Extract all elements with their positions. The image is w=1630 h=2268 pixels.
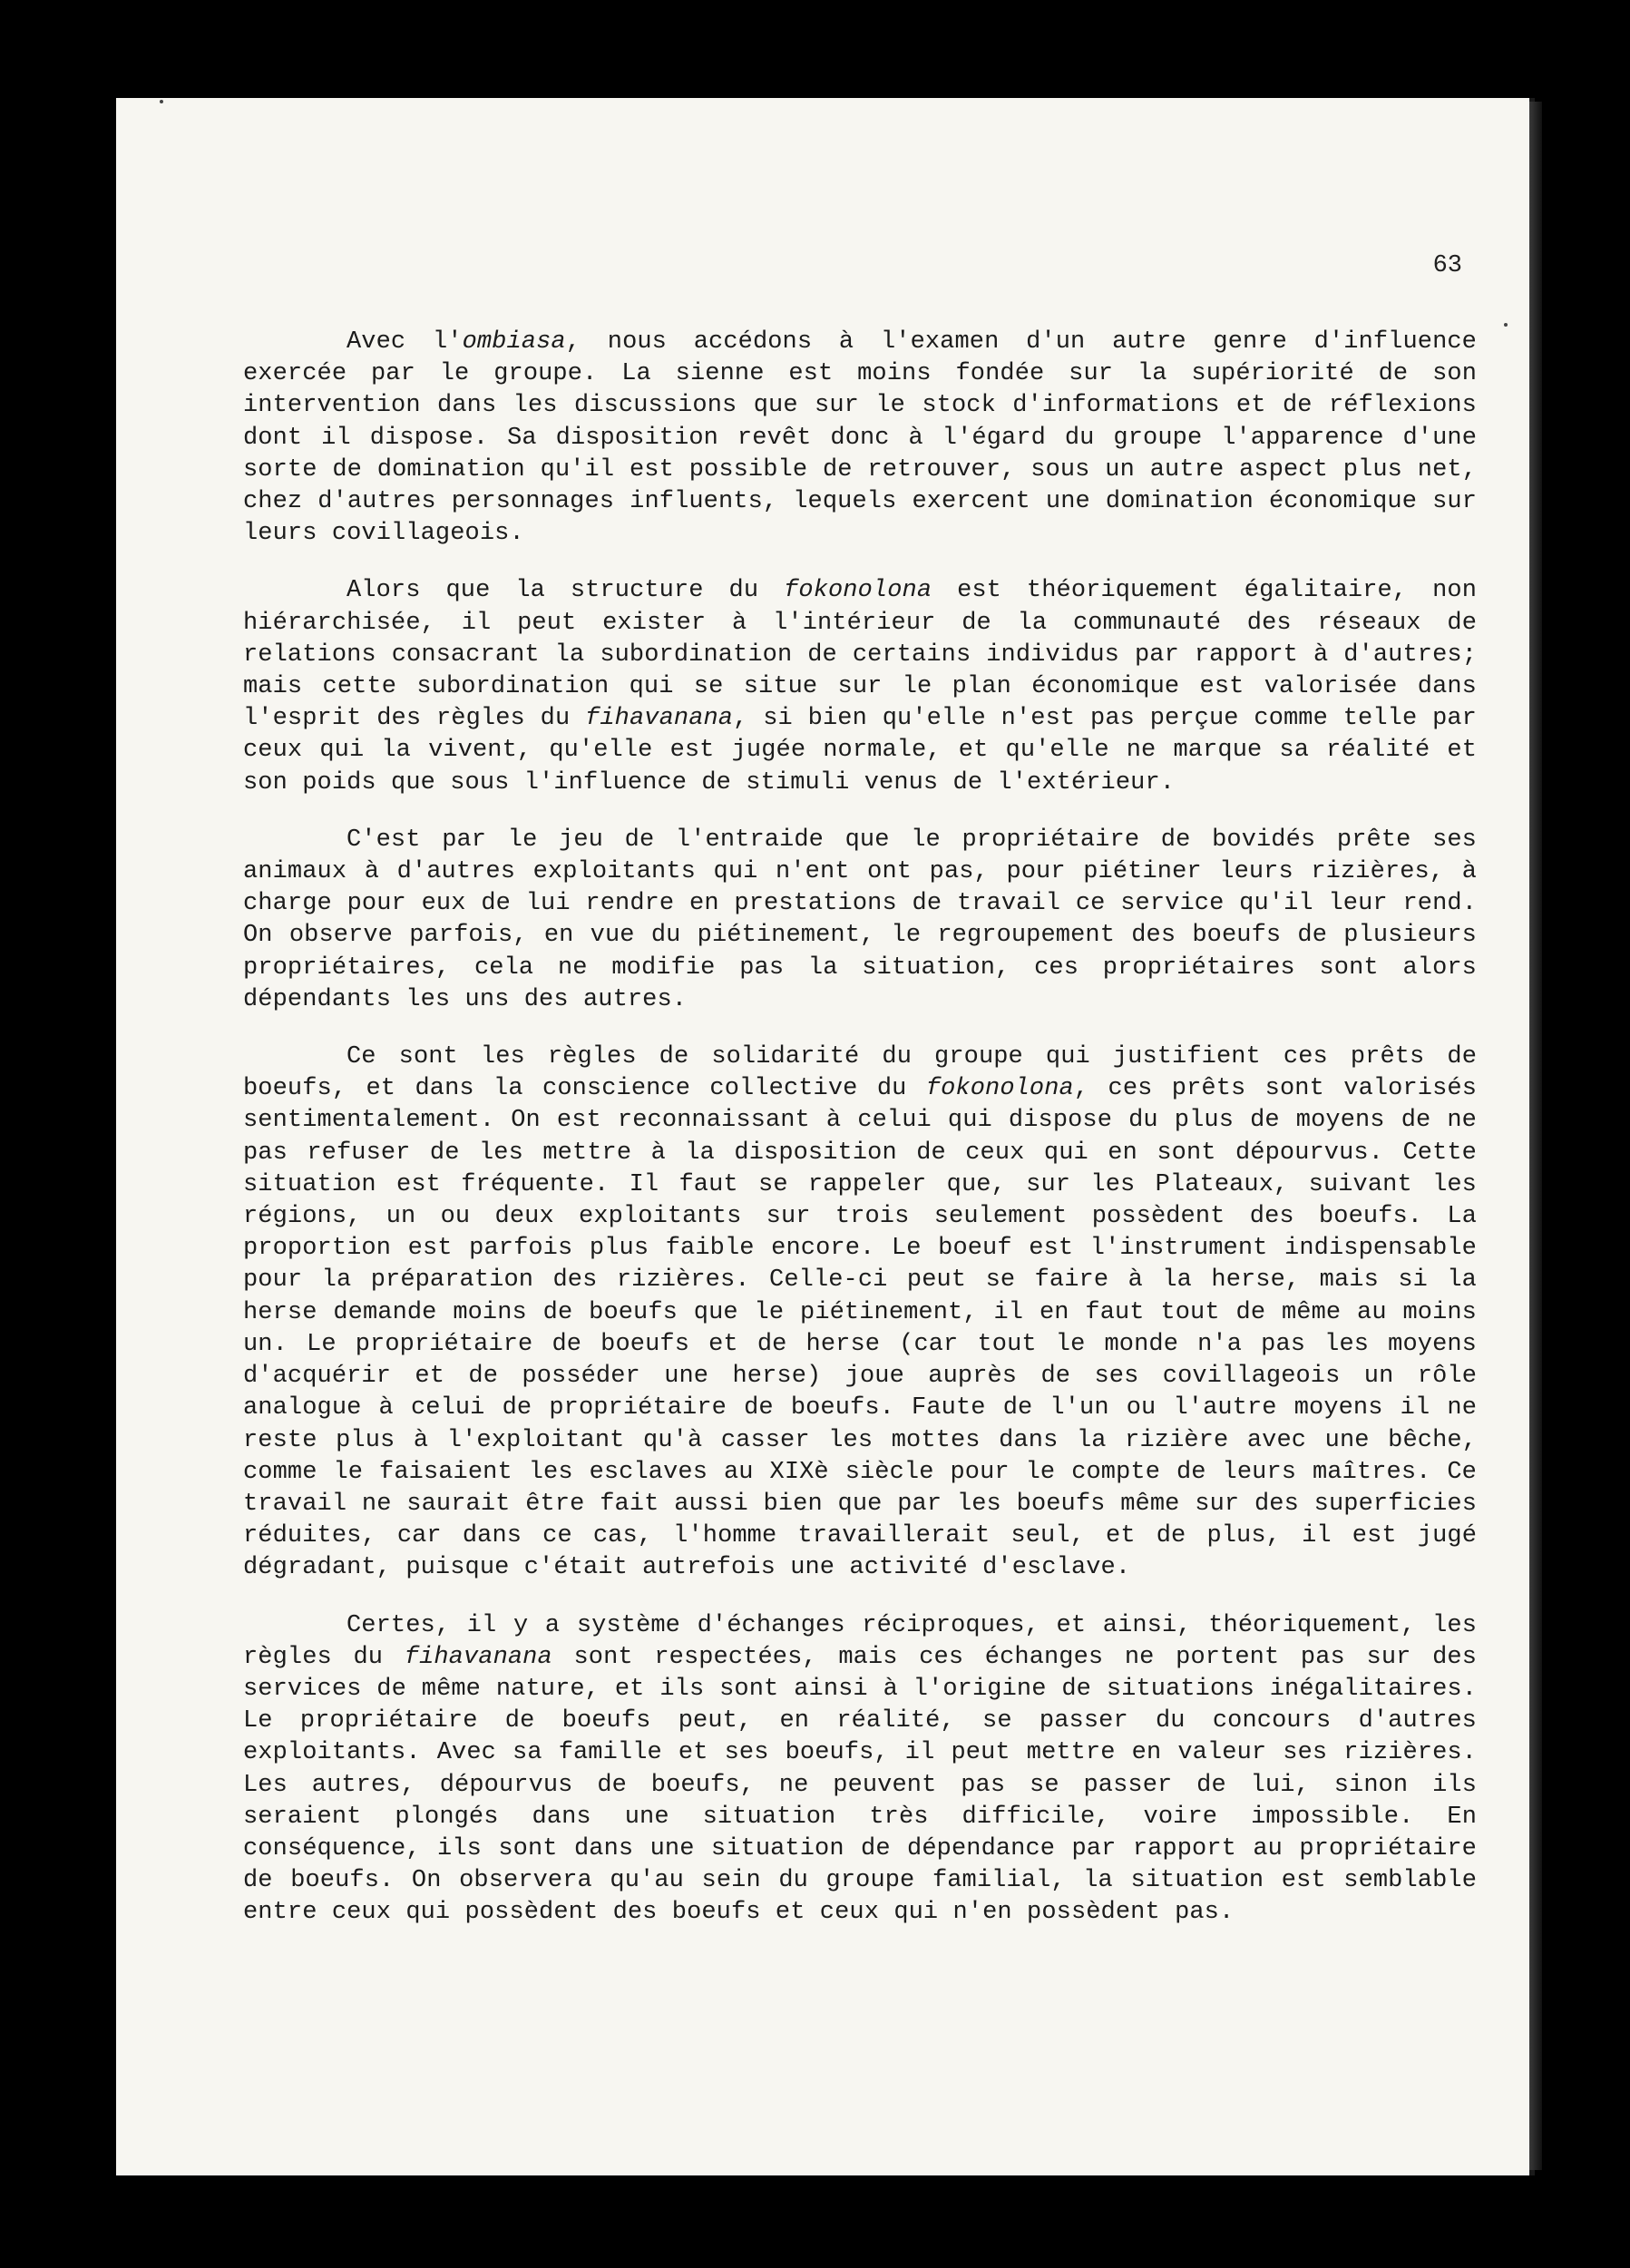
- italic-term: fokonolona: [784, 577, 932, 605]
- italic-term: fihavanana: [585, 705, 734, 733]
- paragraph-3: [243, 825, 1477, 1016]
- document-page: [116, 98, 1529, 2175]
- paragraph-2: [243, 575, 1477, 798]
- speck-mark: [1504, 323, 1508, 327]
- text-run: C'est par le jeu de l'entraide que le propriétaire de bovidés prête ses animaux à d'autres exploitants qui n'ent ont pas, pour piétiner leurs rizières, à charge pour eux de lui rendre en prestations de travail ce service qu'il leur rend. On observe parfois, en vue du piétinement, le regroupement des boeufs de plusieurs propriétaires, cela ne modifie pas la situation, ces propriétaires sont alors dépendants les uns des autres.: [243, 826, 1477, 1013]
- body-text: [243, 327, 1477, 1955]
- paragraph-1: [243, 327, 1477, 550]
- text-run: , si bien qu'elle n'est pas perçue comme telle par ceux qui la vivent, qu'elle est jugée normale, et qu'elle ne marque sa réalité et son poids que sous l'influence de stimuli venus de l'extérieur.: [243, 705, 1477, 797]
- text-run: sont respectées, mais ces échanges ne portent pas sur des services de même nature, et ils sont ainsi à l'origine de situations inégalitaires. Le propriétaire de boeufs peut, en réalité, se passer du concours d'autres exploitants. Avec sa famille et ses boeufs, il peut mettre en valeur ses rizières. Les autres, dépourvus de boeufs, ne peuvent pas se passer de lui, sinon ils seraient plongés dans une situation très difficile, voire impossible. En conséquence, ils sont dans une situation de dépendance par rapport au propriétaire de boeufs. On observera qu'au sein du groupe familial, la situation est semblable entre ceux qui possèdent des boeufs et ceux qui n'en possèdent pas.: [243, 1643, 1477, 1927]
- italic-term: ombiasa: [462, 328, 566, 356]
- text-run: Alors que la structure du: [346, 577, 785, 605]
- italic-term: fokonolona: [925, 1075, 1074, 1103]
- speck-mark: [160, 100, 163, 103]
- text-run: Avec l': [346, 328, 463, 356]
- text-run: est théoriquement égalitaire, non hiérarchisée, il peut exister à l'intérieur de la communauté des réseaux de relations consacrant la subordination de certains individus par rapport à d'autres; mais cette subordination qui se situe sur le plan économique est valorisée dans l'esprit des règles du: [243, 577, 1477, 733]
- italic-term: fihavanana: [404, 1643, 552, 1671]
- text-run: , ces prêts sont valorisés sentimentalement. On est reconnaissant à celui qui dispose du plus de moyens de ne pas refuser de les mettre à la disposition de ceux qui en sont dépourvus. Cette situation est fréquente. Il faut se rappeler que, sur les Plateaux, suivant les régions, un ou deux exploitants sur trois seulement possèdent des boeufs. La proportion est parfois plus faible encore. Le boeuf est l'instrument indispensable pour la préparation des rizières. Celle-ci peut se faire à la herse, mais si la herse demande moins de boeufs que le piétinement, il en faut tout de même au moins un. Le propriétaire de boeufs et de herse (car tout le monde n'a pas les moyens d'acquérir et de posséder une herse) joue auprès de ses covillageois un rôle analogue à celui de propriétaire de boeufs. Faute de l'un ou l'autre moyens il ne reste plus à l'exploitant qu'à casser les mottes dans la rizière avec une bêche, comme le faisaient les esclaves au XIXè siècle pour le compte de leurs maîtres. Ce travail ne saurait être fait aussi bien que par les boeufs même sur des superficies réduites, car dans ce cas, l'homme travaillerait seul, et de plus, il est jugé dégradant, puisque c'était autrefois une activité d'esclave.: [243, 1075, 1477, 1582]
- text-run: Ce sont les règles de solidarité du groupe qui justifient ces prêts de boeufs, et dans la conscience collective du: [243, 1043, 1477, 1103]
- page-number: 63: [1432, 252, 1462, 279]
- text-run: , nous accédons à l'examen d'un autre genre d'influence exercée par le groupe. La sienne est moins fondée sur la supériorité de son intervention dans les discussions que sur le stock d'informations et de réflexions dont il dispose. Sa disposition revêt donc à l'égard du groupe l'apparence d'une sorte de domination qu'il est possible de retrouver, sous un autre aspect plus net, chez d'autres personnages influents, lequels exercent une domination économique sur leurs covillageois.: [243, 328, 1477, 548]
- page-edge: [1529, 102, 1542, 2170]
- text-run: Certes, il y a système d'échanges réciproques, et ainsi, théoriquement, les règles du: [243, 1611, 1477, 1671]
- paragraph-4: [243, 1041, 1477, 1584]
- paragraph-5: [243, 1610, 1477, 1930]
